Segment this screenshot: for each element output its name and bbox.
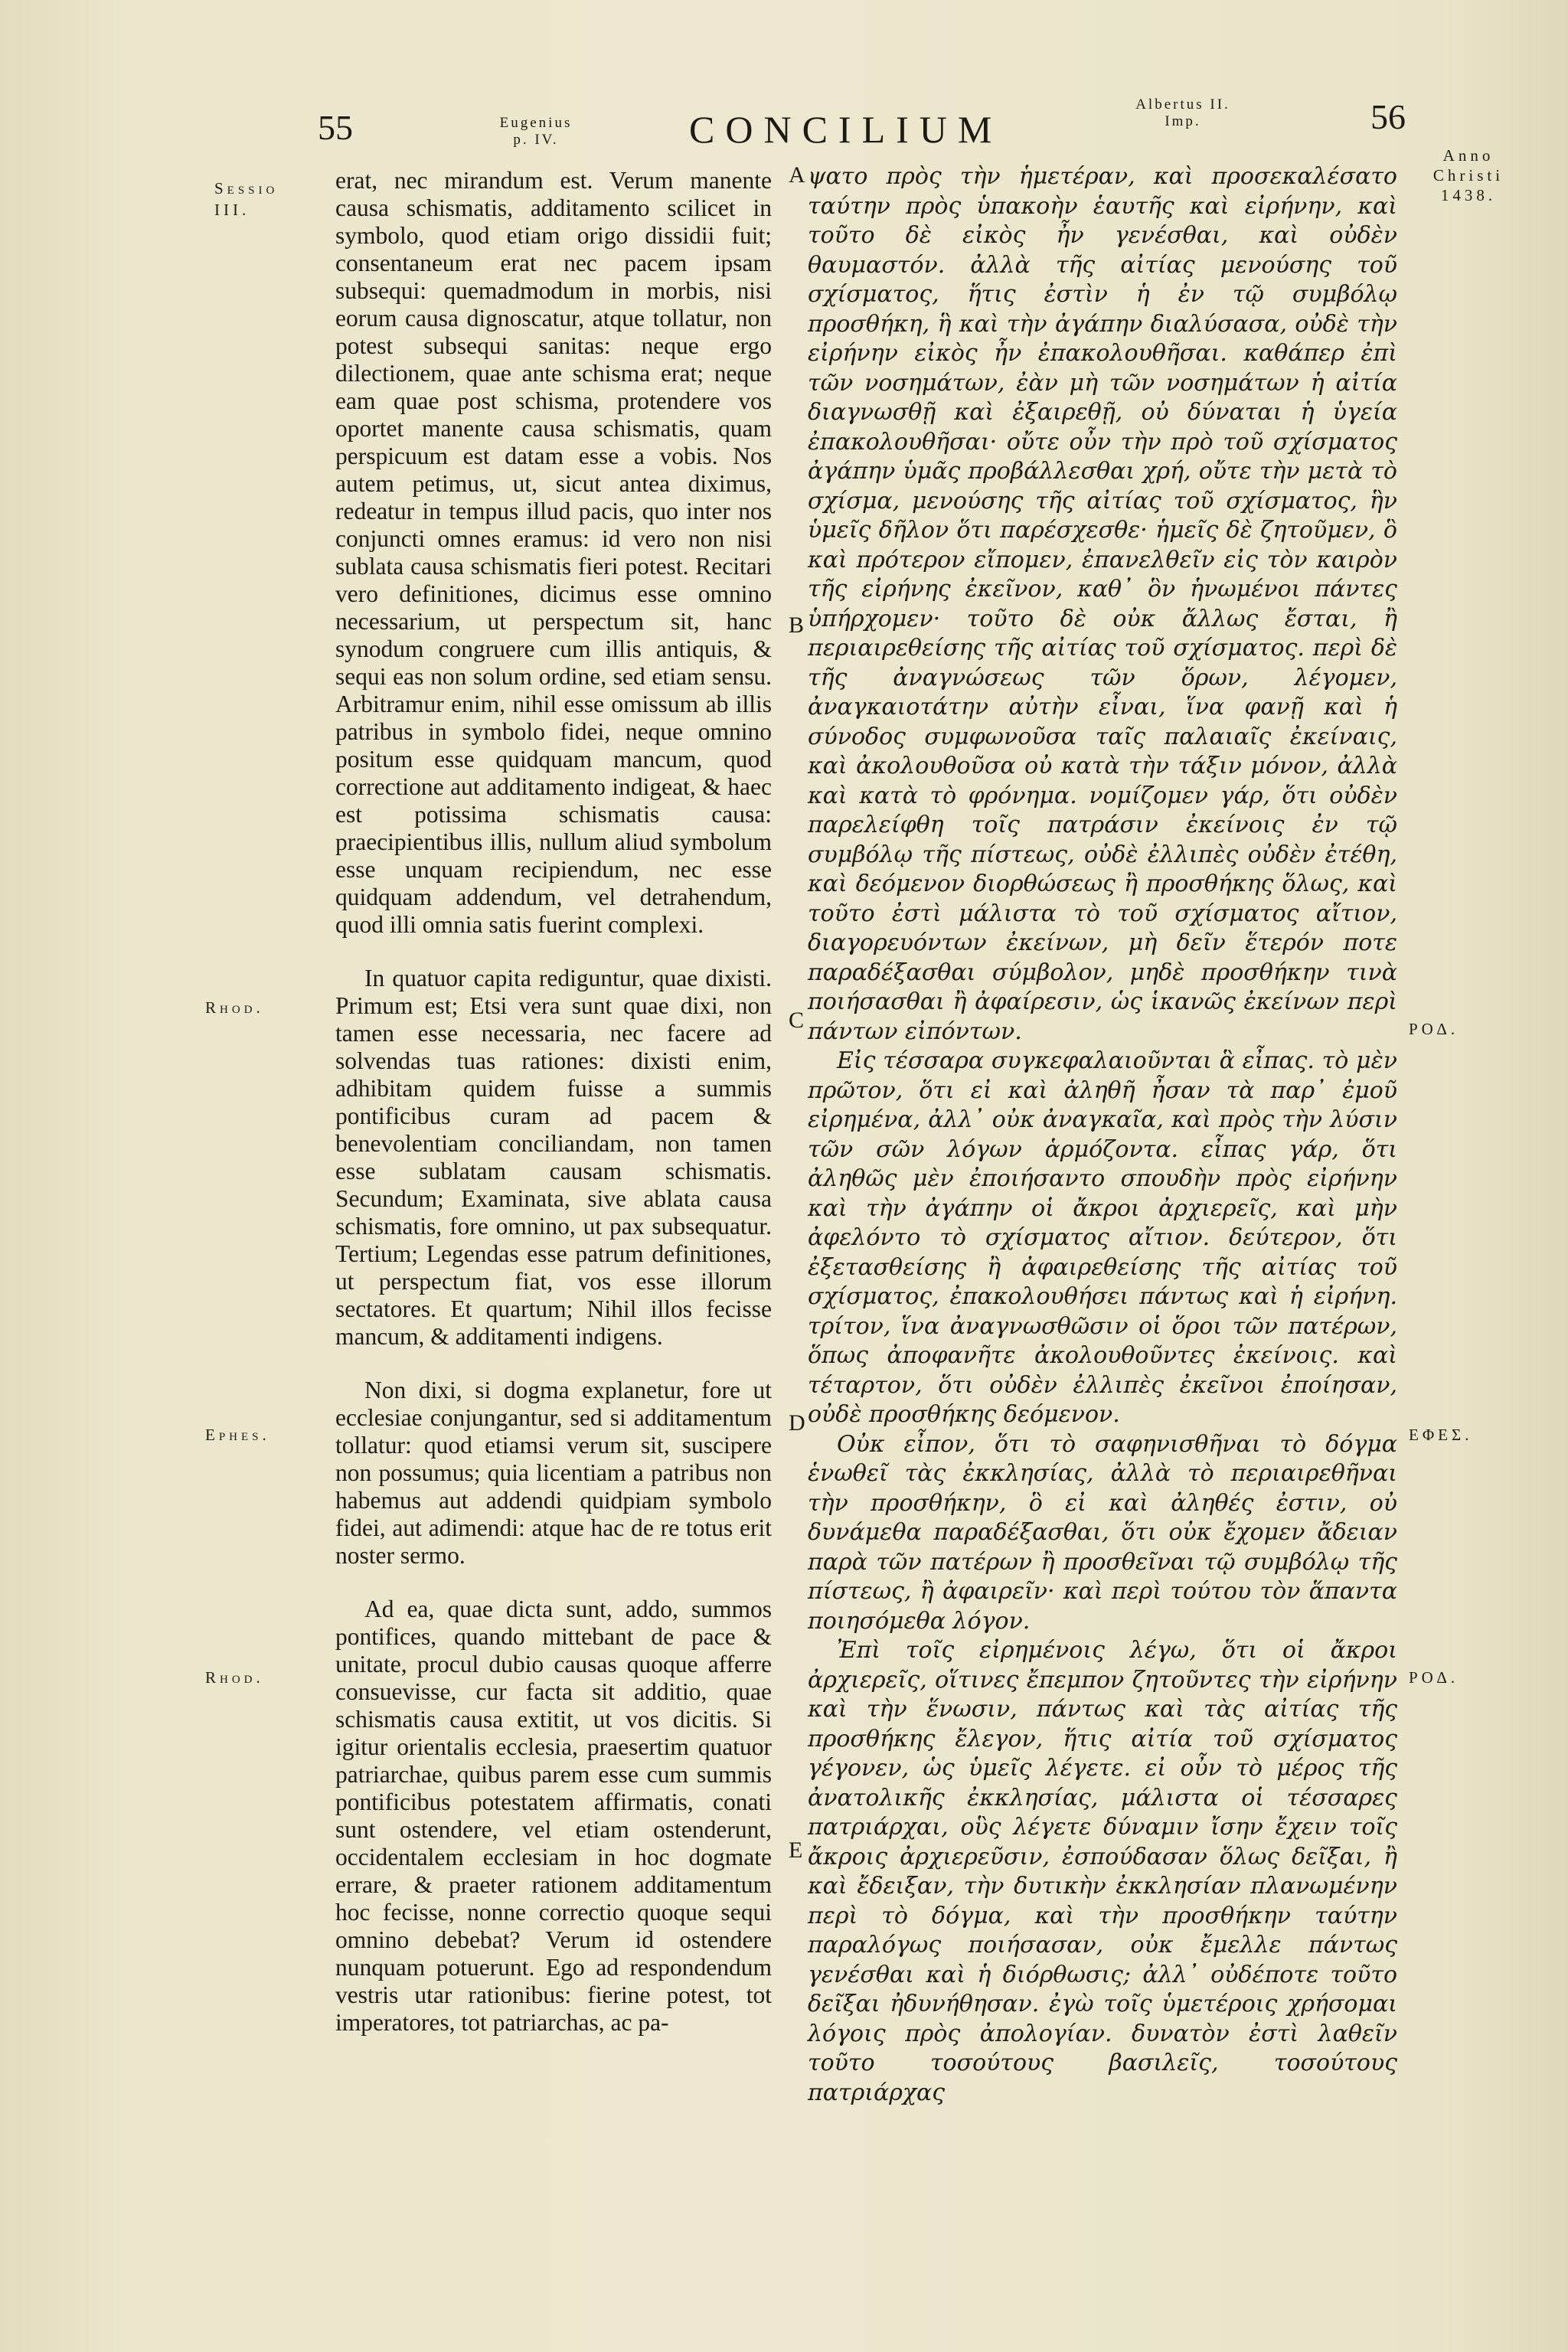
running-head-left: Eugenius p. IV. bbox=[499, 115, 573, 148]
latin-paragraph-1: erat, nec mirandum est. Verum manente causa schismatis, additamento scilicet in symbolo, quod etiam origo dissidii fuit; consentaneum erat nec pacem ipsam subsequi: quemadmodum in morbis, nisi eorum causa dignoscatur, atque tollatur, non potest subsequi sanitas: neque ergo dilectionem, quae ante schisma erat; neque eam quae post schisma, protendere vos oportet manente causa schismatis, quam perspicuum est datam esse a vobis. Nos autem petimus, ut, sicut antea diximus, redeatur in tempus illud pacis, quo inter nos conjuncti omnes eramus: id vero non nisi sublata causa schismatis fieri potest. Recitari vero definitiones, dicimus esse omnino necessarium, ut perspectum sit, hanc synodum congruere cum illis antiquis, & sequi eas non solum ordine, sed etiam sensu. Arbitramur enim, nihil esse omissum ab illis patribus in symbolo fidei, neque omnino positum esse quidquam mancum, quod correctione aut additamento indigeat, & haec est potissima schismatis causa: praecipientibus illis, nullum aliud symbolum esse unquam recipiendum, nec esse quidquam addendum, vel detrahendum, quod illi omnia satis fuerint complexi. bbox=[335, 167, 772, 938]
latin-column bbox=[335, 167, 772, 2037]
greek-paragraph-1: ψατο πρὸς τὴν ἡμετέραν, καὶ προσεκαλέσατο ταύτην πρὸς ὑπακοὴν ἑαυτῆς καὶ εἰρήνην, καὶ τοῦτο δὲ εἰκὸς ἦν γενέσθαι, καὶ οὐδὲν θαυμαστόν. ἀλλὰ τῆς αἰτίας μενούσης τοῦ σχίσματος, ἥτις ἐστὶν ἡ ἐν τῷ συμβόλῳ προσθήκη, ἣ καὶ τὴν ἀγάπην διαλύσασα, οὐδὲ τὴν εἰρήνην εἰκὸς ἦν ἐπακολουθῆσαι. καθάπερ ἐπὶ τῶν νοσημάτων, ἐὰν μὴ τῶν νοσημάτων ἡ αἰτία διαγνωσθῇ καὶ ἐξαιρεθῇ, οὐ δύναται ἡ ὑγεία ἐπακολουθῆσαι· οὔτε οὖν τὴν πρὸ τοῦ σχίσματος ἀγάπην ὑμᾶς προβάλλεσθαι χρή, οὔτε τὴν μετὰ τὸ σχίσμα, μενούσης τῆς αἰτίας τοῦ σχίσματος, ἣν ὑμεῖς δῆλον ὅτι παρέσχεσθε· ἡμεῖς δὲ ζητοῦμεν, ὃ καὶ πρότερον εἴπομεν, ἐπανελθεῖν εἰς τὸν καιρὸν τῆς εἰρήνης ἐκεῖνον, καθ᾽ ὃν ἡνωμένοι πάντες ὑπήρχομεν· τοῦτο δὲ οὐκ ἄλλως ἔσται, ἢ περιαιρεθείσης τῆς αἰτίας τοῦ σχίσματος. περὶ δὲ τῆς ἀναγνώσεως τῶν ὅρων, λέγομεν, ἀναγκαιοτάτην αὐτὴν εἶναι, ἵνα φανῇ καὶ ἡ σύνοδος συμφωνοῦσα ταῖς παλαιαῖς ἐκείναις, καὶ ἀκολουθοῦσα οὐ κατὰ τὴν τάξιν μόνον, ἀλλὰ καὶ κατὰ τὸ φρόνημα. νομίζομεν γάρ, ὅτι οὐδὲν παρελείφθη τοῖς πατράσιν ἐκείνοις ἐν τῷ συμβόλῳ τῆς πίστεως, οὐδὲ ἐλλιπὲς οὐδὲν ἐτέθη, καὶ δεόμενον διορθώσεως ἢ προσθήκης ὅλως, καὶ τοῦτο ἐστὶ μάλιστα τὸ τοῦ σχίσματος αἴτιον, διαγορευόντων ἐκείνων, μὴ δεῖν ἕτερόν ποτε παραδέξασθαι σύμβολον, μηδὲ προσθήκην τινὰ ποιήσασθαι ἢ ἀφαίρεσιν, ὡς ἱκανῶς ἐκείνων περὶ πάντων εἰπόντων. bbox=[808, 163, 1397, 1045]
section-letter-d: D bbox=[789, 1410, 805, 1436]
section-letter-b: B bbox=[789, 612, 805, 638]
page-title: CONCILIUM bbox=[689, 108, 1003, 151]
greek-paragraph-3: Οὐκ εἶπον, ὅτι τὸ σαφηνισθῆναι τὸ δόγμα ἑνωθεῖ τὰς ἐκκλησίας, ἀλλὰ τὸ περιαιρεθῆναι τὴν προσθήκην, ὃ εἰ καὶ ἀληθές ἐστιν, οὐ δυνάμεθα παραδέξασθαι, ὅτι οὐκ ἔχομεν ἄδειαν παρὰ τῶν πατέρων ἢ προσθεῖναι τῷ συμβόλῳ τῆς πίστεως, ἢ ἀφαιρεῖν· καὶ περὶ τούτου τὸν ἅπαντα ποιησόμεθα λόγον. bbox=[808, 1430, 1397, 1635]
margin-speaker-rhod-1: Rhod. bbox=[205, 998, 264, 1017]
latin-paragraph-3: Non dixi, si dogma explanetur, fore ut ecclesiae conjungantur, sed si additamentum tollatur: quod etiamsi verum sit, suscipere non possumus; quia licentiam a patribus non habemus aut addendi quidpiam symbolo fidei, aut adimendi: atque hac de re totus erit noster sermo. bbox=[335, 1377, 772, 1569]
page-number-left: 55 bbox=[318, 108, 353, 147]
margin-session: Sessio III. bbox=[214, 179, 279, 219]
greek-column bbox=[808, 162, 1397, 2108]
greek-paragraph-2: Εἰς τέσσαρα συγκεφαλαιοῦνται ἃ εἶπας. τὸ μὲν πρῶτον, ὅτι εἰ καὶ ἀληθῆ ἦσαν τὰ παρ᾽ ἐμοῦ εἰρημένα, ἀλλ᾽ οὐκ ἀναγκαῖα, καὶ πρὸς τὴν λύσιν τῶν σῶν λόγων ἁρμόζοντα. εἶπας γάρ, ὅτι ἀληθῶς μὲν ἐποιήσαντο σπουδὴν πρὸς εἰρήνην καὶ τὴν ἀγάπην οἱ ἄκροι ἀρχιερεῖς, καὶ μὴν ἀφελόντο τὸ σχίσματος αἴτιον. δεύτερον, ὅτι ἐξετασθείσης ἢ ἀφαιρεθείσης τῆς αἰτίας τοῦ σχίσματος, ἐπακολουθήσει πάντως καὶ ἡ εἰρήνη. τρίτον, ἵνα ἀναγνωσθῶσιν οἱ ὅροι τῶν πατέρων, ὅπως ἀποφανῆτε ἀκολουθοῦντες ἐκείνοις. καὶ τέταρτον, ὅτι οὐδὲν ἐλλιπὲς ἐκεῖνοι ἐποίησαν, οὐδὲ προσθήκης δεόμενον. bbox=[808, 1047, 1397, 1428]
margin-speaker-rod-greek-2: ΡΟΔ. bbox=[1409, 1668, 1459, 1687]
latin-paragraph-4: Ad ea, quae dicta sunt, addo, summos pontifices, quando mittebant de pace & unitate, procul dubio causas quoque afferre consuevisse, cur facta sit additio, quae schismatis causa extitit, ut vos dicitis. Si igitur orientalis ecclesia, praesertim quatuor patriarchae, quibus parem esse cum summis pontificibus potestatem affirmatis, conati sunt ostendere, vel etiam ostenderunt, occidentalem ecclesiam in hoc dogmate errare, & praeter rationem additamentum hoc fecisse, nonne correctio quoque sequi omnino debebat? Verum id ostendere nunquam potuerunt. Ego ad respondendum vestris utar rationibus: fierine potest, tot imperatores, tot patriarchas, ac pa- bbox=[335, 1596, 772, 2036]
section-letter-a: A bbox=[789, 162, 805, 188]
section-letter-e: E bbox=[789, 1838, 803, 1863]
margin-speaker-rhod-2: Rhod. bbox=[205, 1668, 264, 1687]
running-head-right: Albertus II. Imp. bbox=[1135, 96, 1230, 129]
margin-speaker-ephes-greek: ΕΦΕΣ. bbox=[1409, 1426, 1473, 1444]
page-number-right: 56 bbox=[1370, 97, 1406, 136]
greek-paragraph-4: Ἐπὶ τοῖς εἰρημένοις λέγω, ὅτι οἱ ἄκροι ἀρχιερεῖς, οἵτινες ἔπεμπον ζητοῦντες τὴν εἰρήνην καὶ τὴν ἕνωσιν, πάντως καὶ τὰς αἰτίας τῆς προσθήκης ἔλεγον, ἥτις αἰτία τοῦ σχίσματος γέγονεν, ὡς ὑμεῖς λέγετε. εἰ οὖν τὸ μέρος τῆς ἀνατολικῆς ἐκκλησίας, μάλιστα οἱ τέσσαρες πατριάρχαι, οὓς λέγετε δύναμιν ἴσην ἔχειν τοῖς ἄκροις ἀρχιερεῦσιν, ἐσπούδασαν ὅλως δεῖξαι, ἢ καὶ ἔδειξαν, τὴν δυτικὴν ἐκκλησίαν πλανωμένην περὶ τὸ δόγμα, καὶ τὴν προσθήκην ταύτην παραλόγως ποιήσασαν, οὐκ ἔμελλε πάντως γενέσθαι καὶ ἡ διόρθωσις; ἀλλ᾽ οὐδέποτε τοῦτο δεῖξαι ἠδυνήθησαν. ἐγὼ τοῖς ὑμετέροις χρήσομαι λόγοις πρὸς ἀπολογίαν. δυνατὸν ἐστὶ λαθεῖν τοῦτο τοσούτους βασιλεῖς, τοσούτους πατριάρχας bbox=[808, 1637, 1397, 2106]
margin-anno-christi: Anno Christi 1438. bbox=[1432, 146, 1504, 204]
latin-paragraph-2: In quatuor capita rediguntur, quae dixisti. Primum est; Etsi vera sunt quae dixi, non tamen esse necessaria, nec facere ad solvendas tuas rationes: dixisti enim, adhibitam quidem fuisse a summis pontificibus curam ad pacem & benevolentiam conciliandam, non tamen esse sublatam causam schismatis. Secundum; Examinata, sive ablata causa schismatis, fore omnino, ut pax subsequatur. Tertium; Legendas esse patrum definitiones, ut perspectum fiat, vos esse illorum sectatores. Et quartum; Nihil illos fecisse mancum, & additamenti indigens. bbox=[335, 965, 772, 1350]
margin-speaker-ephes: Ephes. bbox=[205, 1426, 270, 1444]
section-letter-c: C bbox=[789, 1008, 805, 1033]
margin-speaker-rod-greek-1: ΡΟΔ. bbox=[1409, 1020, 1459, 1038]
